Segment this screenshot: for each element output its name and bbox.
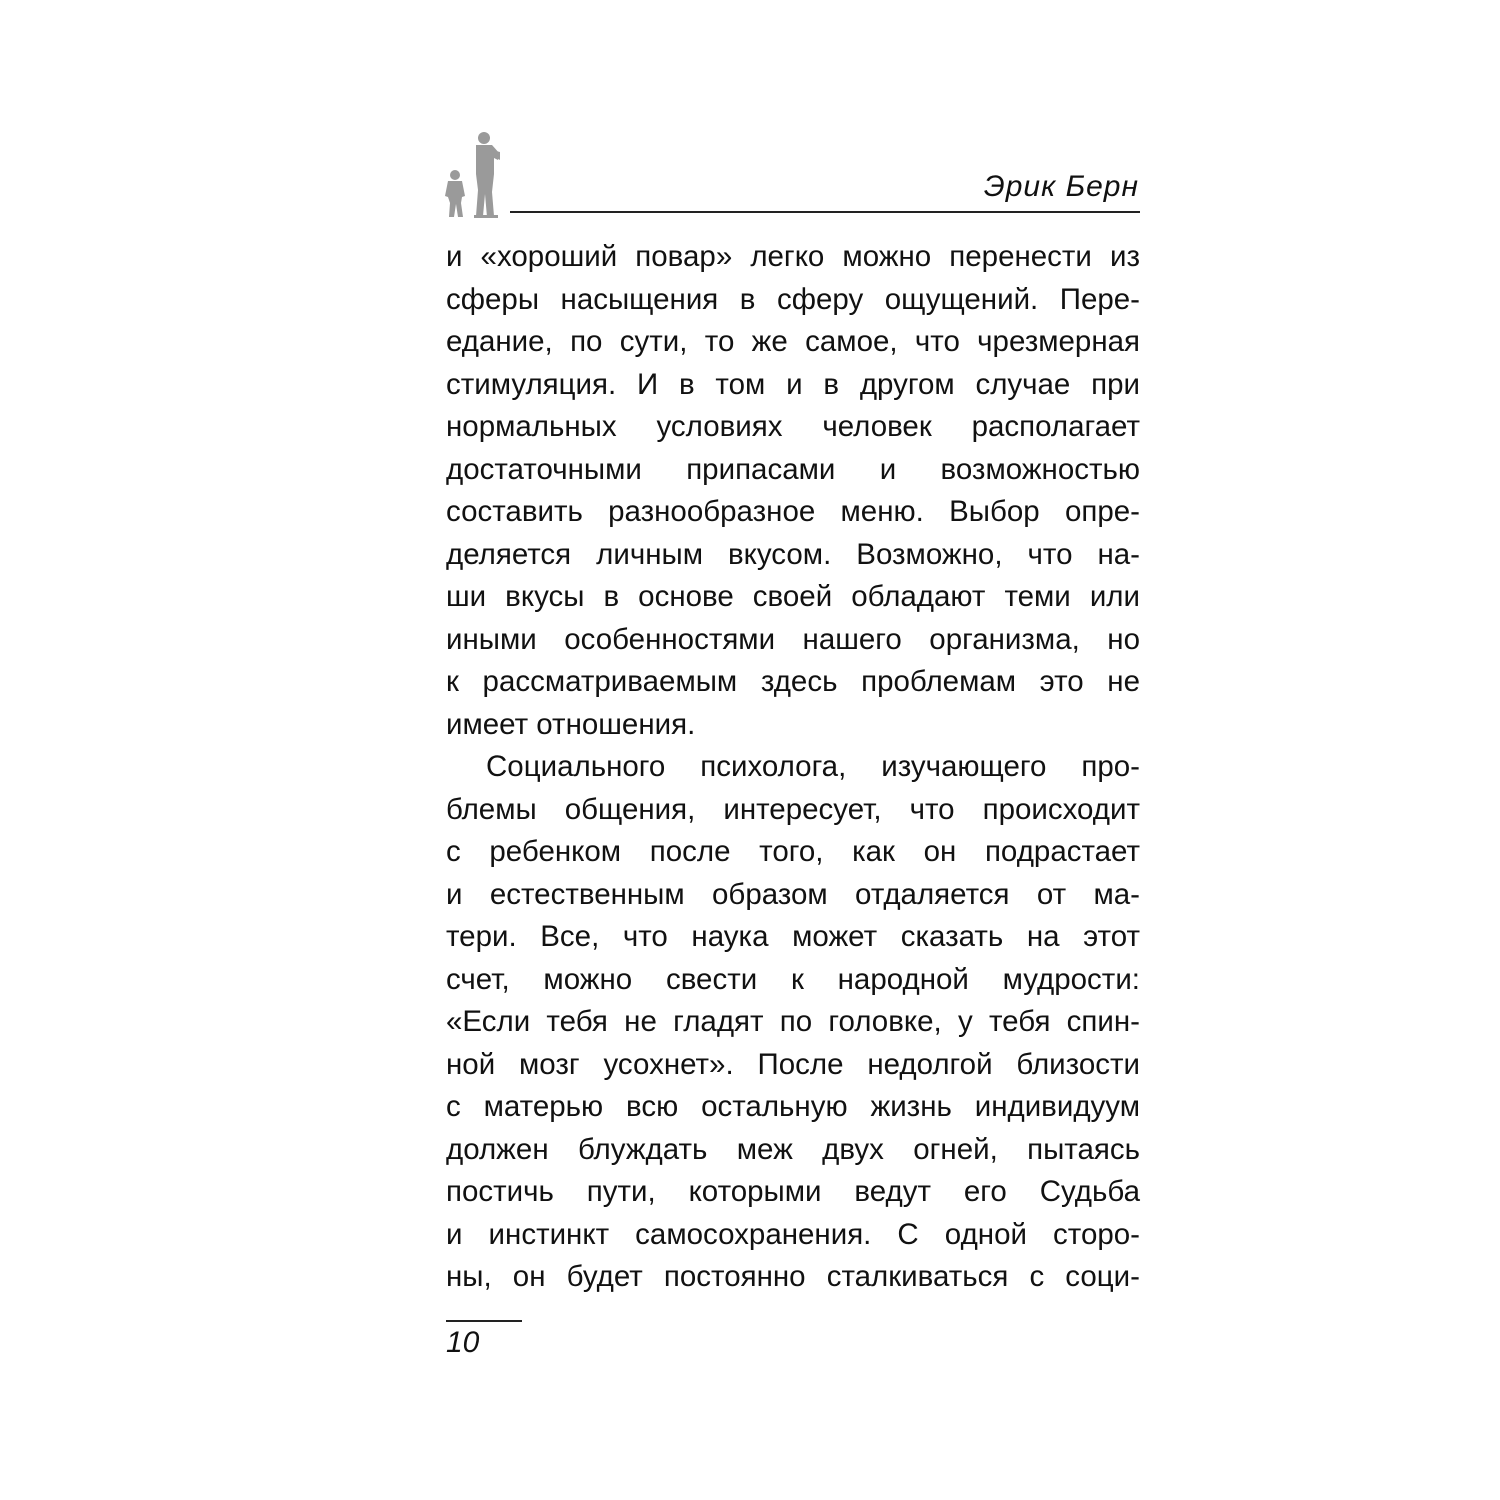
text-line: к рассматриваемым здесь проблемам это не — [446, 665, 1140, 698]
paragraph — [446, 236, 1140, 746]
running-header-author: Эрик Берн — [983, 170, 1139, 203]
text-line: «Если тебя не гладят по головке, у тебя спин- — [446, 1005, 1140, 1038]
text-line: ши вкусы в основе своей обладают теми или — [446, 580, 1140, 613]
header-divider — [510, 211, 1140, 213]
text-line: едание, по сути, то же самое, что чрезмерная — [446, 325, 1140, 358]
footer-divider — [446, 1320, 522, 1322]
text-line: тери. Все, что наука может сказать на этот — [446, 920, 1140, 953]
text-line: и инстинкт самосохранения. С одной сторо- — [446, 1217, 1140, 1251]
text-line: счет, можно свести к народной мудрости: — [446, 962, 1140, 996]
text-line: имеет отношения. — [446, 707, 696, 741]
main-text — [446, 236, 1140, 1299]
text-line: нормальных условиях человек располагает — [446, 410, 1140, 443]
text-line: иными особенностями нашего организма, но — [446, 622, 1140, 656]
text-line: ны, он будет постоянно сталкиваться с соци- — [446, 1260, 1140, 1293]
text-line: с матерью всю остальную жизнь индивидуум — [446, 1090, 1140, 1123]
text-line: составить разнообразное меню. Выбор опре- — [446, 495, 1140, 528]
text-line: ной мозг усохнет». После недолгой близости — [446, 1047, 1140, 1081]
text-line: с ребенком после того, как он подрастает — [446, 835, 1140, 868]
text-line: постичь пути, которыми ведут его Судьба — [446, 1175, 1140, 1208]
text-line: деляется личным вкусом. Возможно, что на- — [446, 537, 1140, 571]
paragraph — [446, 746, 1140, 1299]
text-line: и «хороший повар» легко можно перенести из — [446, 240, 1140, 273]
text-line: должен блуждать меж двух огней, пытаясь — [446, 1132, 1140, 1166]
text-line: и естественным образом отдаляется от ма- — [446, 877, 1140, 911]
text-line: Социального психолога, изучающего про- — [486, 750, 1140, 783]
parent-child-silhouette-icon — [440, 130, 512, 222]
text-line: блемы общения, интересует, что происходит — [446, 792, 1140, 826]
text-line: достаточными припасами и возможностью — [446, 452, 1140, 486]
text-line: сферы насыщения в сферу ощущений. Пере- — [446, 282, 1140, 316]
text-line: стимуляция. И в том и в другом случае при — [446, 367, 1140, 401]
page-number: 10 — [446, 1326, 480, 1359]
